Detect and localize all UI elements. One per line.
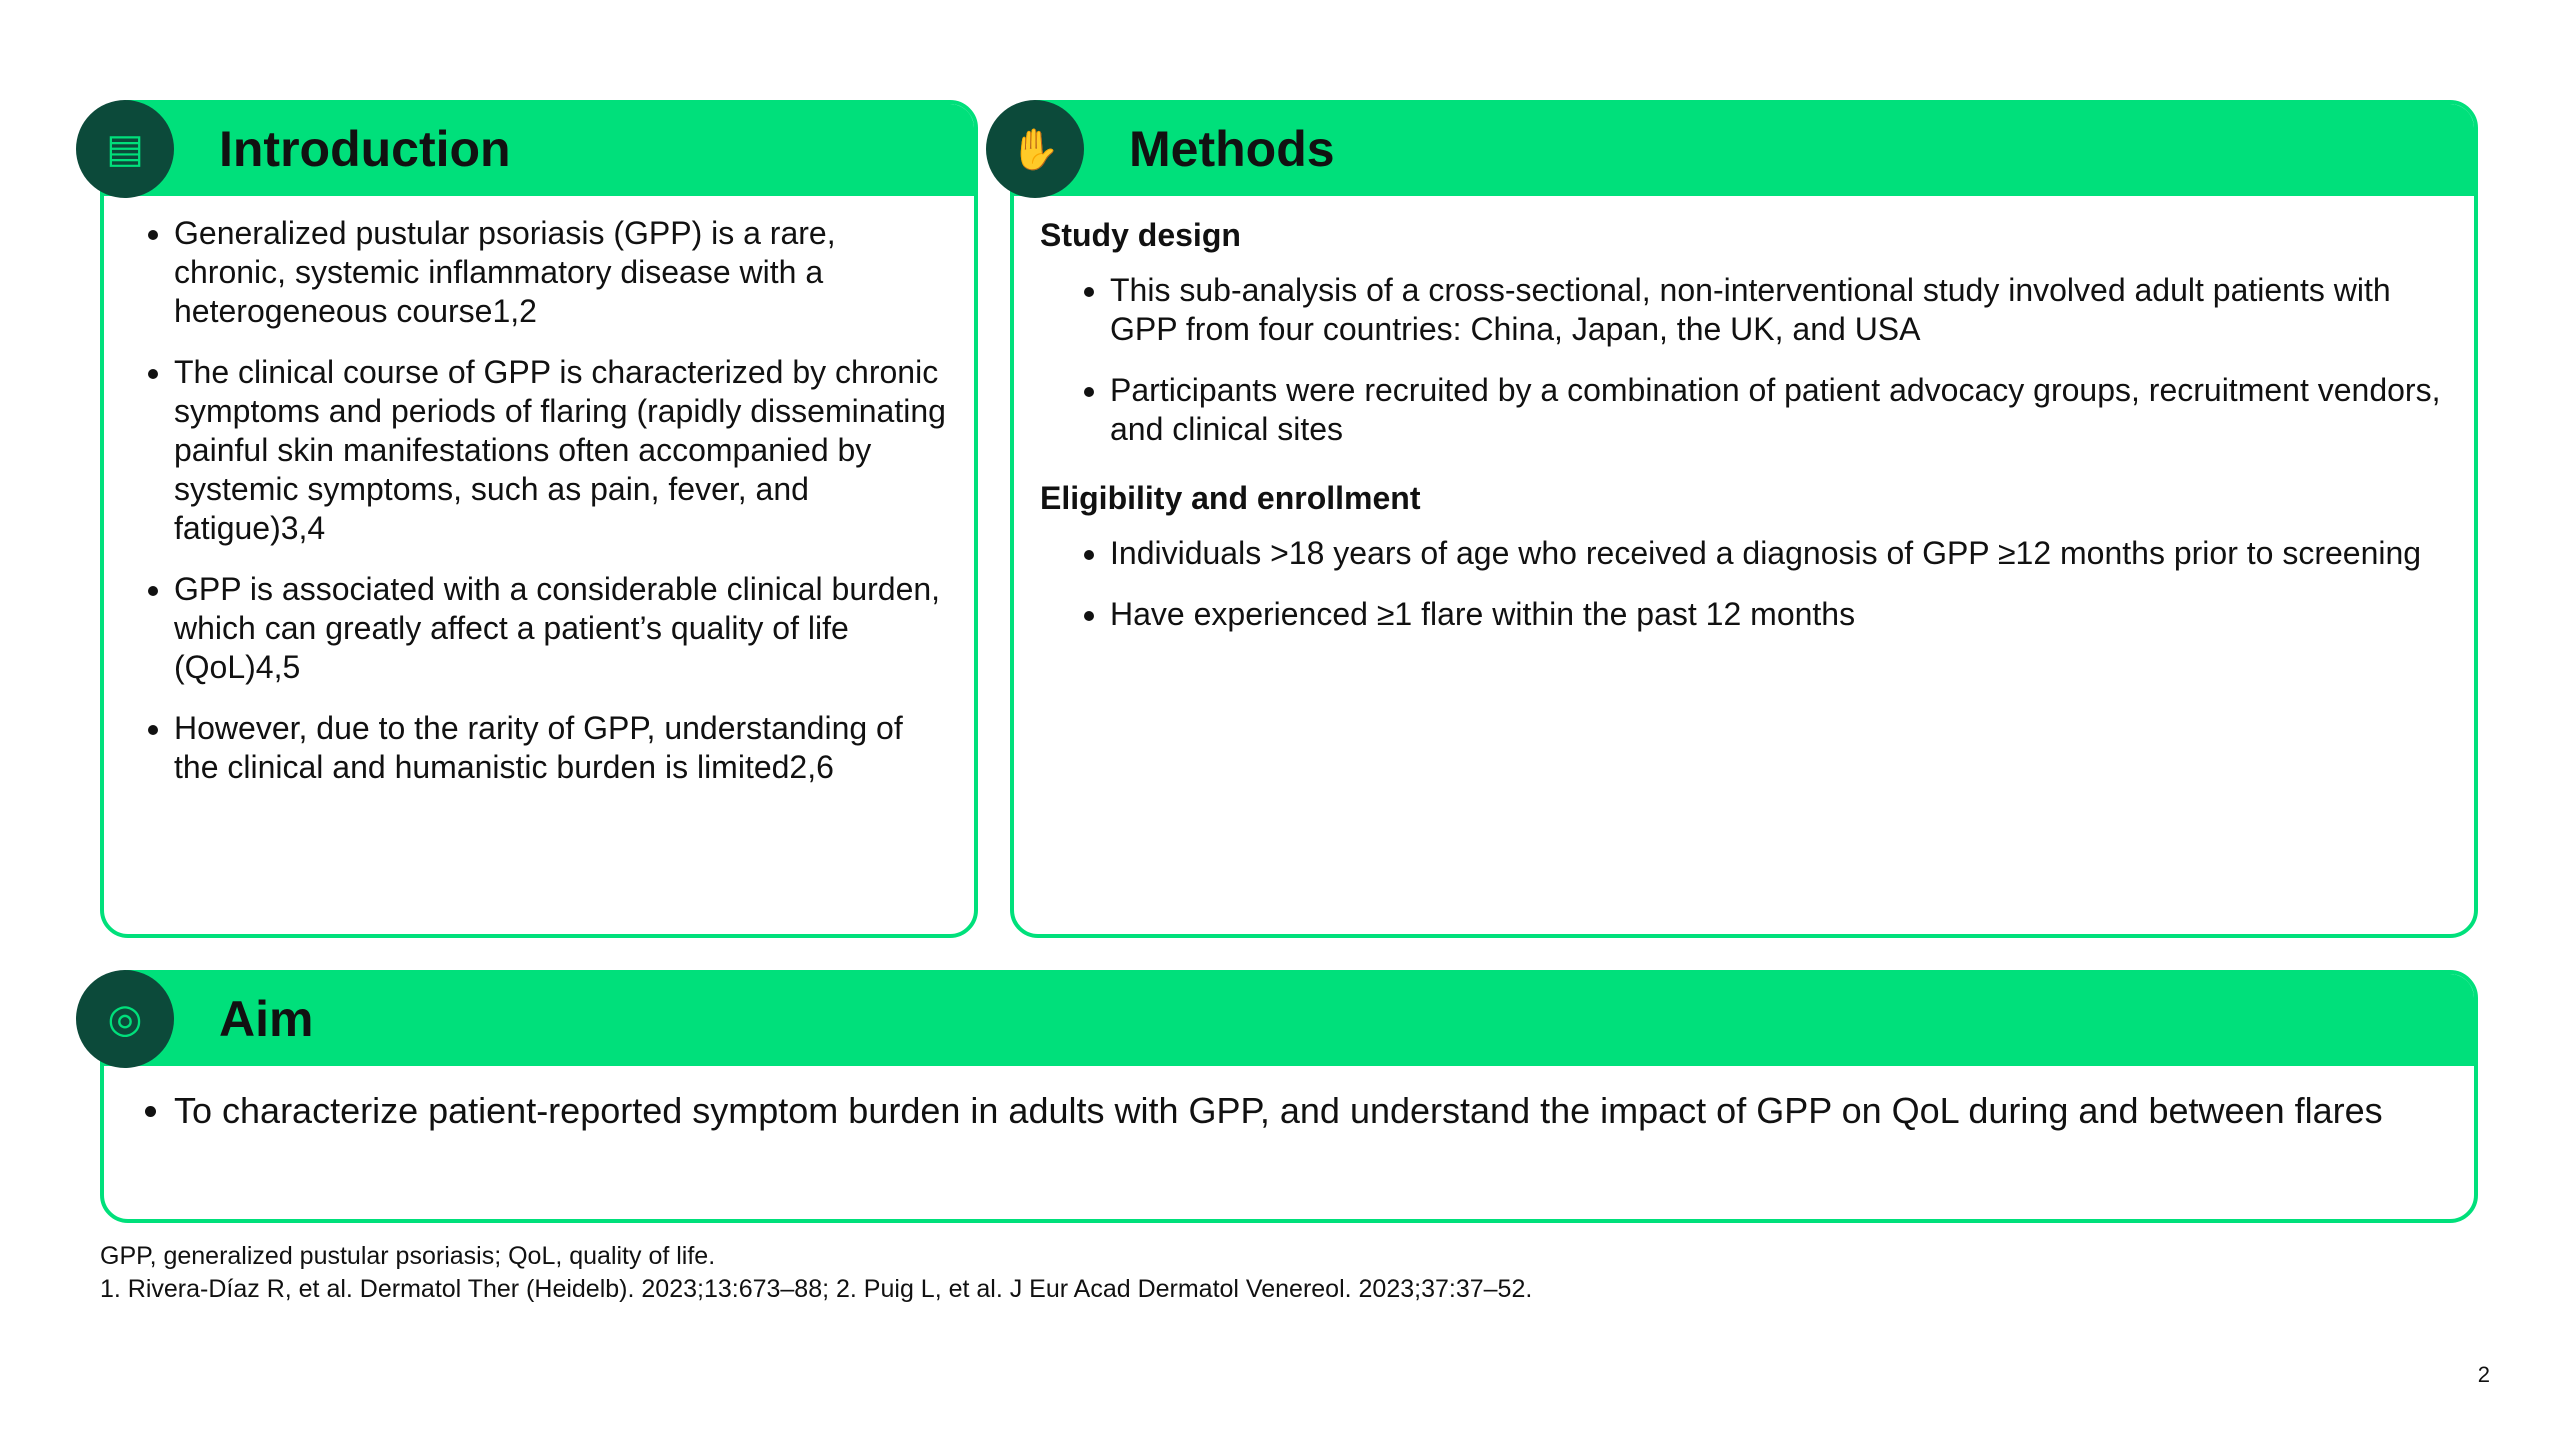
- references: 1. Rivera-Díaz R, et al. Dermatol Ther (Heidelb). 2023;13:673–88; 2. Puig L, et al. J Eur Acad Dermatol Venereol. 2023;37:37–52.: [100, 1274, 1533, 1303]
- methods-title: Methods: [1129, 121, 1335, 177]
- intro-bullet-4: • However, due to the rarity of GPP, understanding of the clinical and humanistic burden is limited2,6: [174, 709, 954, 787]
- aim-bullet: • To characterize patient-reported symptom burden in adults with GPP, and understand the impact of GPP on QoL during and between flares: [174, 1090, 2383, 1132]
- aim-title: Aim: [219, 991, 314, 1047]
- eligibility-heading: Eligibility and enrollment: [1040, 480, 1421, 517]
- intro-bullet-1: • Generalized pustular psoriasis (GPP) is a rare, chronic, systemic inflammatory disease with a heterogeneous course1,2: [174, 214, 954, 331]
- methods-panel: [1010, 100, 2478, 938]
- elig-bullet-1: • Individuals >18 years of age who received a diagnosis of GPP ≥12 months prior to screening: [1110, 534, 2454, 573]
- hands-lightbulb-icon: ✋: [986, 100, 1084, 198]
- elig-bullet-2: • Have experienced ≥1 flare within the past 12 months: [1110, 595, 2454, 634]
- study-design-heading: Study design: [1040, 217, 1241, 253]
- aim-panel: [100, 970, 2478, 1223]
- document-icon: ▤: [76, 100, 174, 198]
- introduction-panel: [100, 100, 978, 938]
- aim-header: [104, 974, 2474, 1066]
- intro-bullet-3: • GPP is associated with a considerable clinical burden, which can greatly affect a patient’s quality of life (QoL)4,5: [174, 570, 954, 687]
- target-icon: ◎: [76, 970, 174, 1068]
- page-number: 2: [2477, 1362, 2490, 1387]
- intro-bullet-2: • The clinical course of GPP is characterized by chronic symptoms and periods of flaring (rapidly disseminating painful skin manifestations often accompanied by systemic symptoms, such as pain, fever, and fatigue)3,4: [174, 353, 954, 548]
- footer: [100, 1240, 1532, 1305]
- study-bullet-2: • Participants were recruited by a combination of patient advocacy groups, recruitment vendors, and clinical sites: [1110, 371, 2454, 449]
- abbreviations: GPP, generalized pustular psoriasis; QoL, quality of life.: [100, 1242, 716, 1270]
- introduction-title: Introduction: [219, 121, 511, 177]
- study-bullet-1: • This sub-analysis of a cross-sectional, non-interventional study involved adult patients with GPP from four countries: China, Japan, the UK, and USA: [1110, 271, 2454, 349]
